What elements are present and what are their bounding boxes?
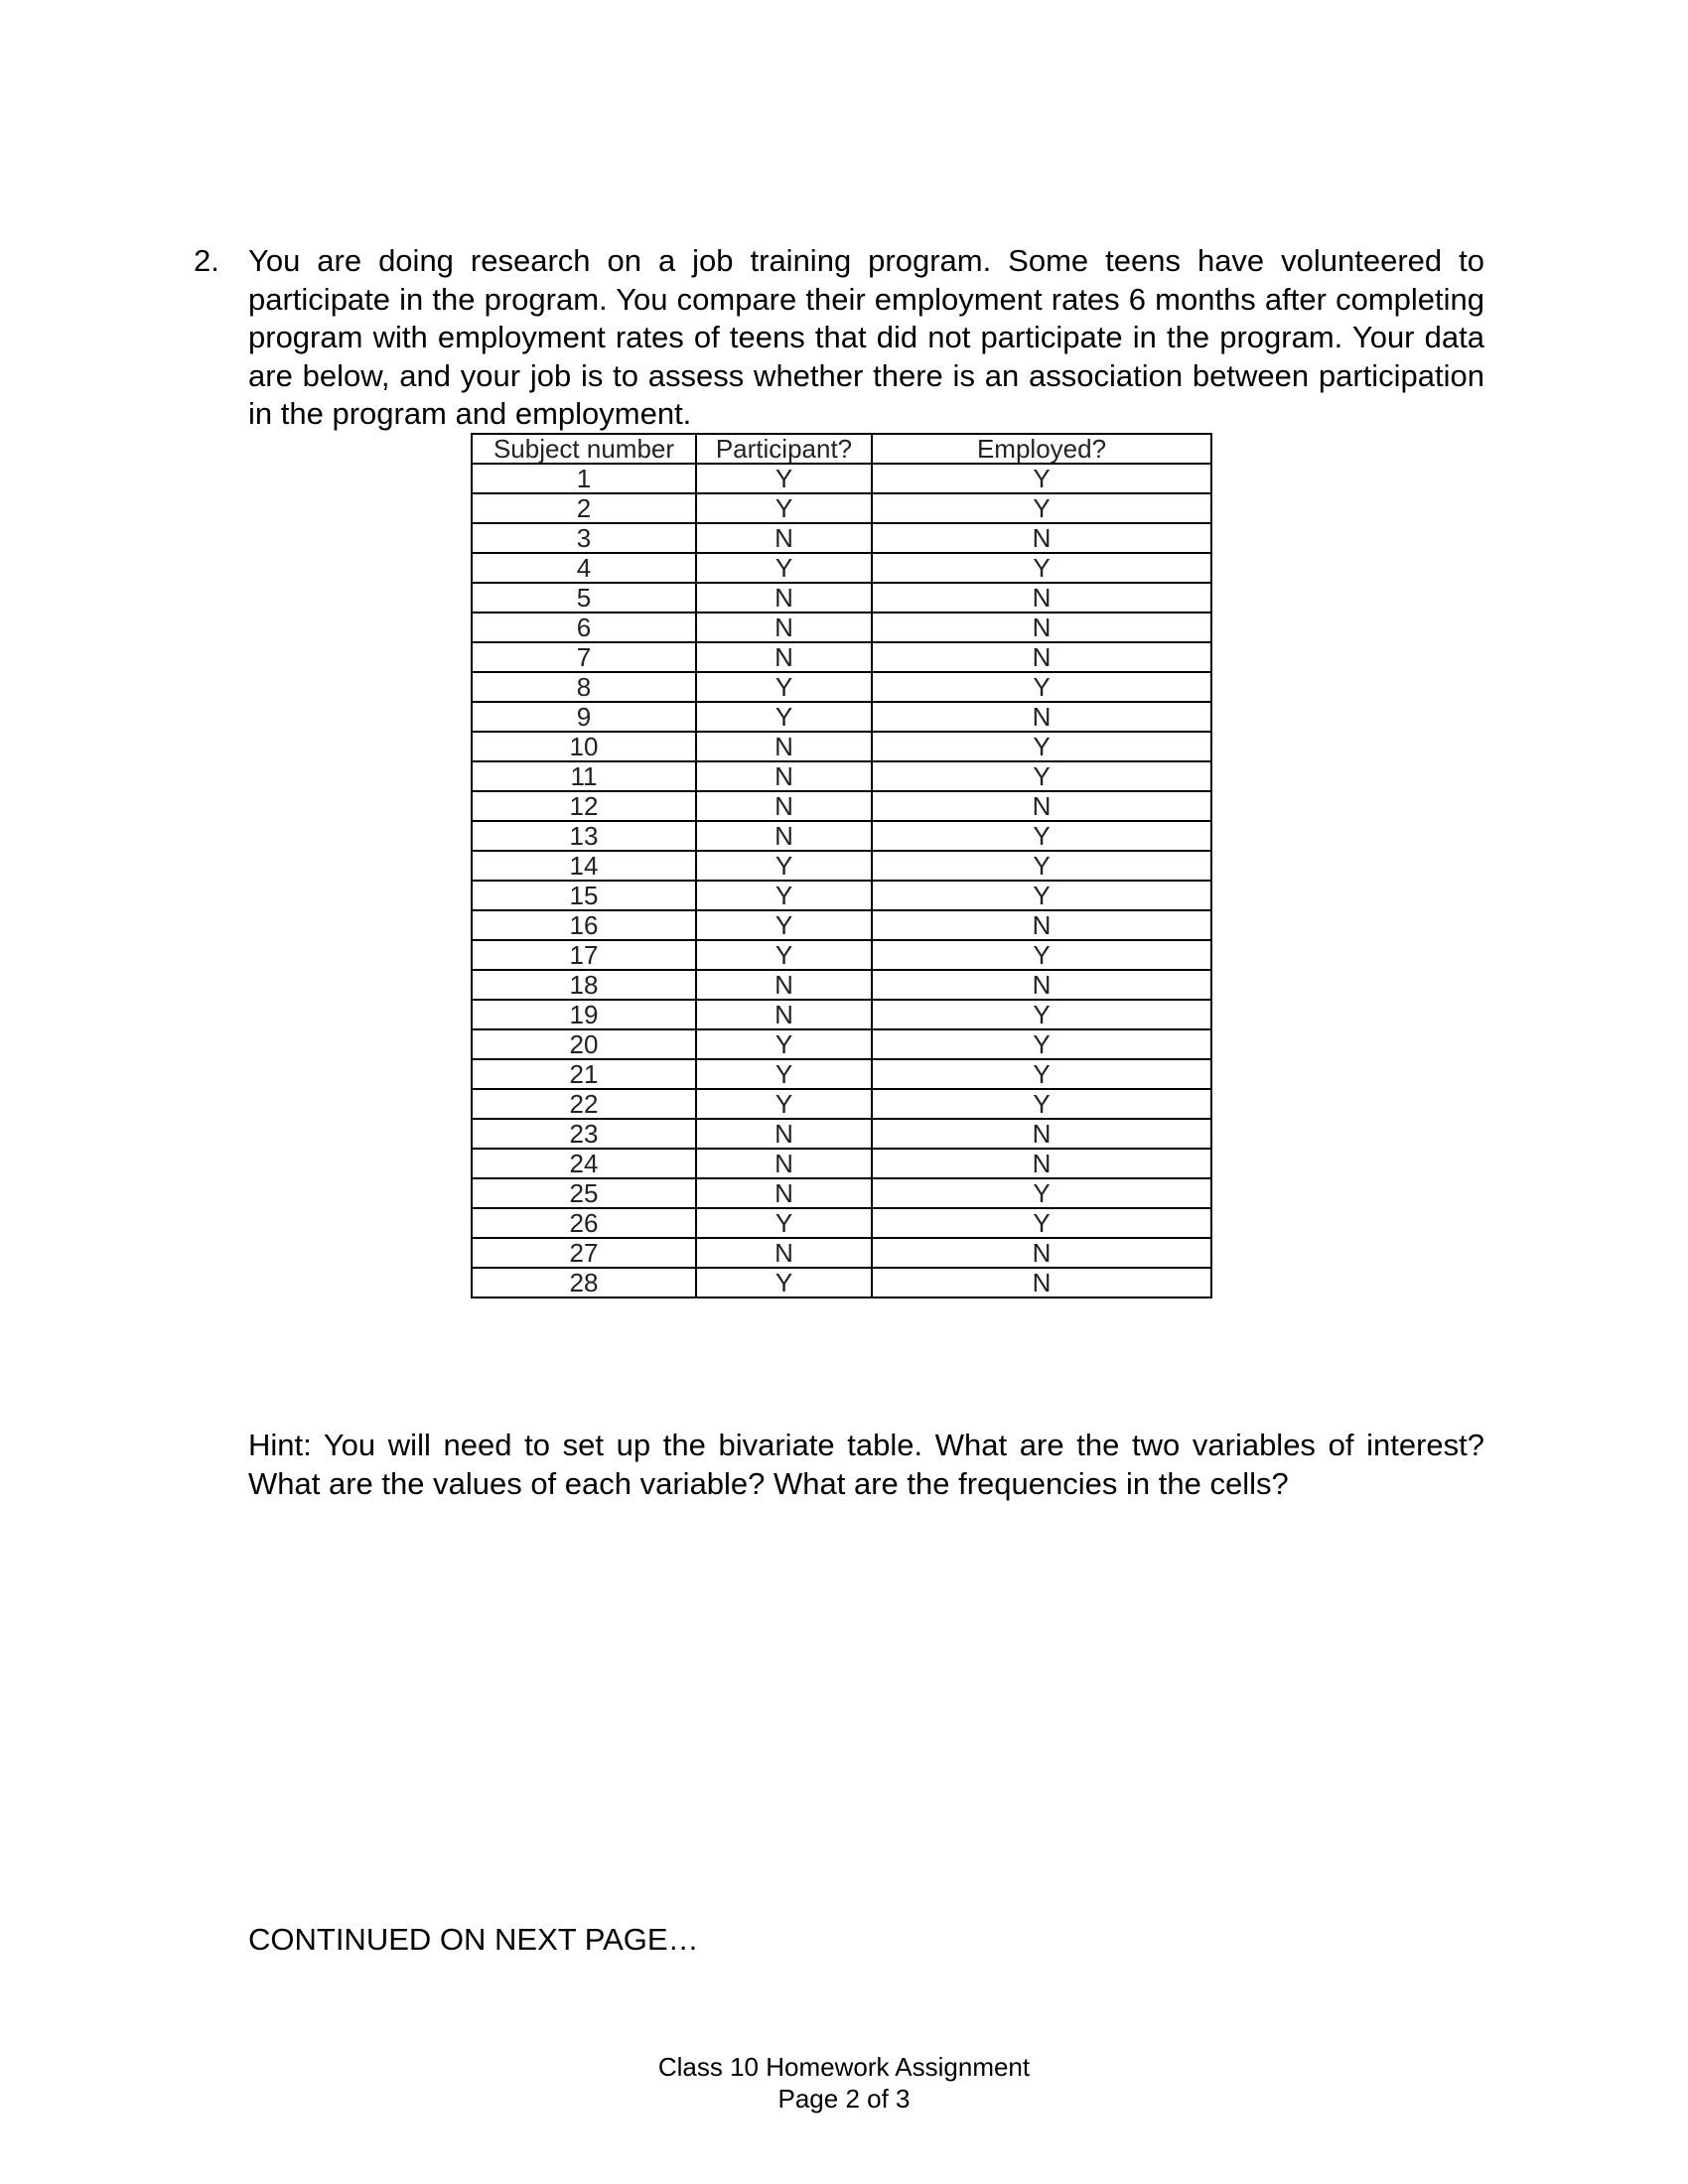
cell-participant: Y	[696, 464, 872, 493]
table-row	[472, 791, 1211, 821]
cell-participant: Y	[696, 910, 872, 940]
cell-employed: Y	[872, 553, 1211, 583]
cell-subject-number: 26	[472, 1208, 696, 1238]
cell-employed: Y	[872, 881, 1211, 910]
cell-employed: N	[872, 1268, 1211, 1297]
cell-employed: Y	[872, 1029, 1211, 1059]
cell-participant: N	[696, 732, 872, 761]
table-row	[472, 464, 1211, 493]
cell-participant: N	[696, 970, 872, 1000]
cell-subject-number: 2	[472, 493, 696, 523]
cell-subject-number: 15	[472, 881, 696, 910]
cell-subject-number: 28	[472, 1268, 696, 1297]
table-row	[472, 910, 1211, 940]
cell-employed: N	[872, 791, 1211, 821]
continued-notice: CONTINUED ON NEXT PAGE…	[248, 1922, 699, 1957]
cell-employed: Y	[872, 464, 1211, 493]
cell-employed: N	[872, 583, 1211, 613]
table-row	[472, 970, 1211, 1000]
cell-employed: Y	[872, 940, 1211, 970]
table-row	[472, 761, 1211, 791]
cell-subject-number: 4	[472, 553, 696, 583]
cell-subject-number: 23	[472, 1119, 696, 1149]
cell-employed: Y	[872, 1208, 1211, 1238]
cell-participant: N	[696, 1178, 872, 1208]
cell-employed: Y	[872, 761, 1211, 791]
cell-subject-number: 16	[472, 910, 696, 940]
cell-employed: Y	[872, 821, 1211, 851]
cell-subject-number: 27	[472, 1238, 696, 1268]
cell-subject-number: 12	[472, 791, 696, 821]
cell-employed: N	[872, 702, 1211, 732]
table-row	[472, 1000, 1211, 1029]
table-row	[472, 1149, 1211, 1178]
cell-participant: Y	[696, 1208, 872, 1238]
cell-employed: N	[872, 970, 1211, 1000]
cell-employed: Y	[872, 672, 1211, 702]
cell-subject-number: 6	[472, 613, 696, 642]
cell-participant: Y	[696, 1029, 872, 1059]
cell-subject-number: 20	[472, 1029, 696, 1059]
header-participant: Participant?	[696, 434, 872, 464]
table-row	[472, 851, 1211, 881]
footer-page-number: Page 2 of 3	[777, 2084, 911, 2114]
cell-subject-number: 22	[472, 1089, 696, 1119]
page-footer	[0, 2051, 1688, 2115]
table-row	[472, 1119, 1211, 1149]
cell-participant: N	[696, 523, 872, 553]
cell-subject-number: 14	[472, 851, 696, 881]
cell-employed: N	[872, 1119, 1211, 1149]
hint-text: Hint: You will need to set up the bivariate table. What are the two variables of interest? What are the values of each variable? What are the frequencies in the cells?	[248, 1428, 1484, 1501]
cell-participant: N	[696, 1149, 872, 1178]
cell-participant: N	[696, 583, 872, 613]
cell-employed: Y	[872, 732, 1211, 761]
cell-subject-number: 11	[472, 761, 696, 791]
cell-subject-number: 7	[472, 642, 696, 672]
cell-subject-number: 25	[472, 1178, 696, 1208]
cell-subject-number: 13	[472, 821, 696, 851]
cell-employed: Y	[872, 1089, 1211, 1119]
table-row	[472, 583, 1211, 613]
table-row	[472, 1268, 1211, 1297]
cell-participant: Y	[696, 553, 872, 583]
table-header-row	[472, 434, 1211, 464]
cell-participant: N	[696, 791, 872, 821]
table-row	[472, 732, 1211, 761]
cell-participant: Y	[696, 672, 872, 702]
cell-participant: Y	[696, 881, 872, 910]
table-row	[472, 1089, 1211, 1119]
table-row	[472, 672, 1211, 702]
question-number: 2.	[194, 243, 219, 278]
header-employed: Employed?	[872, 434, 1211, 464]
cell-subject-number: 3	[472, 523, 696, 553]
cell-participant: Y	[696, 702, 872, 732]
cell-participant: Y	[696, 1059, 872, 1089]
cell-participant: N	[696, 761, 872, 791]
table-row	[472, 642, 1211, 672]
table-row	[472, 493, 1211, 523]
question-text: You are doing research on a job training program. Some teens have volunteered to participate in the program. You compare their employment rates 6 months after completing program with employment rates of teens that did not participate in the program. Your data are below, and your job is to assess whether there is an association between participation in the program and employment.	[248, 243, 1484, 431]
cell-participant: Y	[696, 851, 872, 881]
cell-employed: Y	[872, 1059, 1211, 1089]
cell-participant: Y	[696, 493, 872, 523]
table-row	[472, 613, 1211, 642]
cell-participant: N	[696, 821, 872, 851]
table-row	[472, 1238, 1211, 1268]
table-row	[472, 940, 1211, 970]
table-body	[472, 464, 1211, 1297]
cell-employed: N	[872, 1149, 1211, 1178]
cell-subject-number: 18	[472, 970, 696, 1000]
cell-employed: Y	[872, 493, 1211, 523]
table-row	[472, 1029, 1211, 1059]
cell-employed: N	[872, 642, 1211, 672]
cell-subject-number: 9	[472, 702, 696, 732]
table-row	[472, 1178, 1211, 1208]
cell-subject-number: 1	[472, 464, 696, 493]
table-row	[472, 1208, 1211, 1238]
cell-subject-number: 24	[472, 1149, 696, 1178]
cell-participant: Y	[696, 1268, 872, 1297]
data-table	[471, 433, 1212, 1298]
cell-participant: N	[696, 1119, 872, 1149]
cell-employed: N	[872, 910, 1211, 940]
cell-employed: N	[872, 523, 1211, 553]
cell-participant: N	[696, 642, 872, 672]
footer-title: Class 10 Homework Assignment	[657, 2052, 1031, 2082]
cell-employed: N	[872, 1238, 1211, 1268]
table-row	[472, 881, 1211, 910]
cell-participant: Y	[696, 940, 872, 970]
cell-participant: N	[696, 613, 872, 642]
header-subject-number: Subject number	[472, 434, 696, 464]
table-row	[472, 1059, 1211, 1089]
cell-employed: Y	[872, 1000, 1211, 1029]
cell-subject-number: 5	[472, 583, 696, 613]
cell-subject-number: 19	[472, 1000, 696, 1029]
cell-participant: Y	[696, 1089, 872, 1119]
cell-employed: Y	[872, 1178, 1211, 1208]
table-row	[472, 821, 1211, 851]
cell-employed: Y	[872, 851, 1211, 881]
table-row	[472, 702, 1211, 732]
table-row	[472, 523, 1211, 553]
cell-subject-number: 8	[472, 672, 696, 702]
cell-subject-number: 21	[472, 1059, 696, 1089]
cell-subject-number: 10	[472, 732, 696, 761]
cell-participant: N	[696, 1000, 872, 1029]
cell-subject-number: 17	[472, 940, 696, 970]
cell-participant: N	[696, 1238, 872, 1268]
table-row	[472, 553, 1211, 583]
cell-employed: N	[872, 613, 1211, 642]
